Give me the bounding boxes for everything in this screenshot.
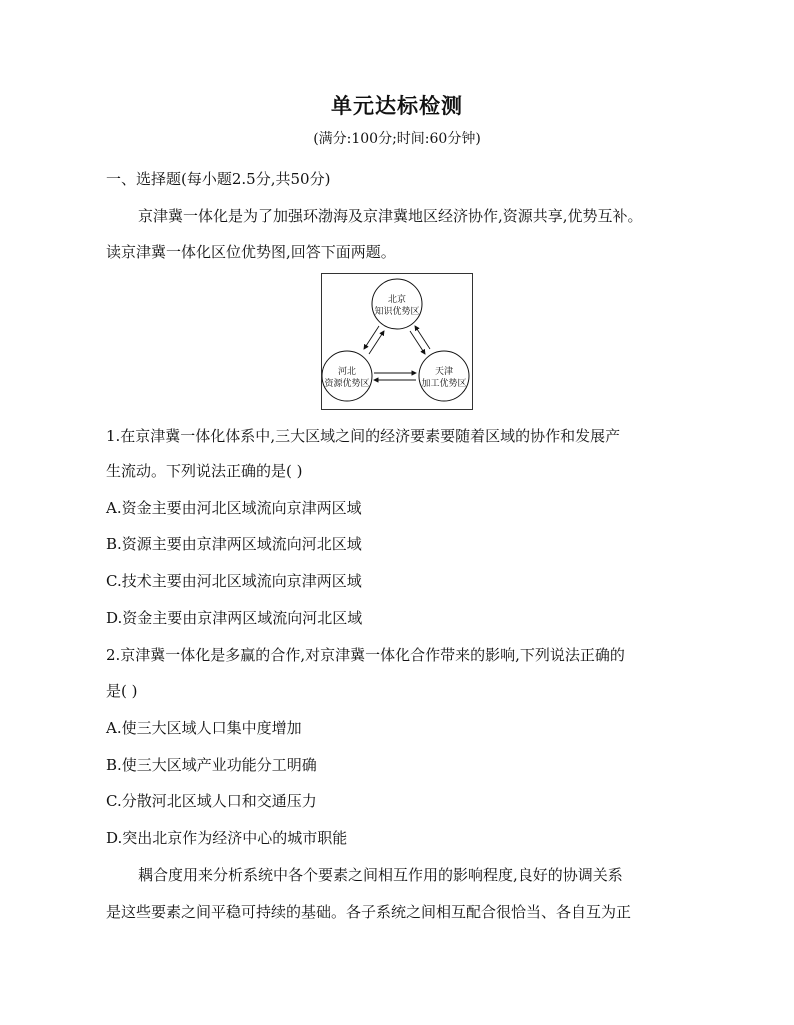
tianjin-role: 加工优势区 bbox=[421, 379, 467, 389]
question-2-stem-line-2: 是( ) bbox=[106, 682, 138, 700]
beijing-name: 北京 bbox=[387, 295, 407, 305]
question-1-option-b: B.资源主要由京津两区域流向河北区域 bbox=[106, 535, 362, 553]
question-2-option-d: D.突出北京作为经济中心的城市职能 bbox=[106, 829, 348, 847]
passage-2-line-1: 耦合度用来分析系统中各个要素之间相互作用的影响程度,良好的协调关系 bbox=[138, 866, 623, 884]
question-2-option-a: A.使三大区域人口集中度增加 bbox=[106, 719, 302, 737]
arrow-beijing-to-hebei bbox=[364, 326, 379, 349]
arrow-hebei-to-beijing bbox=[369, 331, 384, 354]
question-2-stem-line-1: 2.京津冀一体化是多赢的合作,对京津冀一体化合作带来的影响,下列说法正确的 bbox=[106, 646, 625, 664]
question-1-stem-line-2: 生流动。下列说法正确的是( ) bbox=[106, 462, 303, 480]
passage-1-line-1: 京津冀一体化是为了加强环渤海及京津冀地区经济协作,资源共享,优势互补。 bbox=[138, 207, 643, 225]
beijing-role: 知识优势区 bbox=[374, 307, 420, 317]
tianjin-name: 天津 bbox=[434, 367, 454, 377]
question-1-stem-line-1: 1.在京津冀一体化体系中,三大区域之间的经济要素要随着区域的协作和发展产 bbox=[106, 427, 621, 445]
section-heading: 一、选择题(每小题2.5分,共50分) bbox=[106, 170, 331, 188]
question-1-option-d: D.资金主要由京津两区域流向河北区域 bbox=[106, 609, 363, 627]
question-2-option-c: C.分散河北区域人口和交通压力 bbox=[106, 792, 317, 810]
question-1-option-c: C.技术主要由河北区域流向京津两区域 bbox=[106, 572, 362, 590]
region-advantage-diagram bbox=[321, 273, 473, 410]
question-2-option-b: B.使三大区域产业功能分工明确 bbox=[106, 756, 317, 774]
passage-1-line-2: 读京津冀一体化区位优势图,回答下面两题。 bbox=[106, 243, 396, 261]
question-1-option-a: A.资金主要由河北区域流向京津两区域 bbox=[106, 499, 362, 517]
hebei-name: 河北 bbox=[337, 367, 357, 377]
arrow-tianjin-to-beijing bbox=[415, 326, 430, 349]
page-title: 单元达标检测 bbox=[331, 94, 463, 118]
hebei-role: 资源优势区 bbox=[324, 379, 370, 389]
exam-info: (满分:100分;时间:60分钟) bbox=[313, 131, 481, 147]
passage-2-line-2: 是这些要素之间平稳可持续的基础。各子系统之间相互配合很恰当、各自互为正 bbox=[106, 903, 632, 921]
arrow-beijing-to-tianjin bbox=[410, 331, 425, 354]
